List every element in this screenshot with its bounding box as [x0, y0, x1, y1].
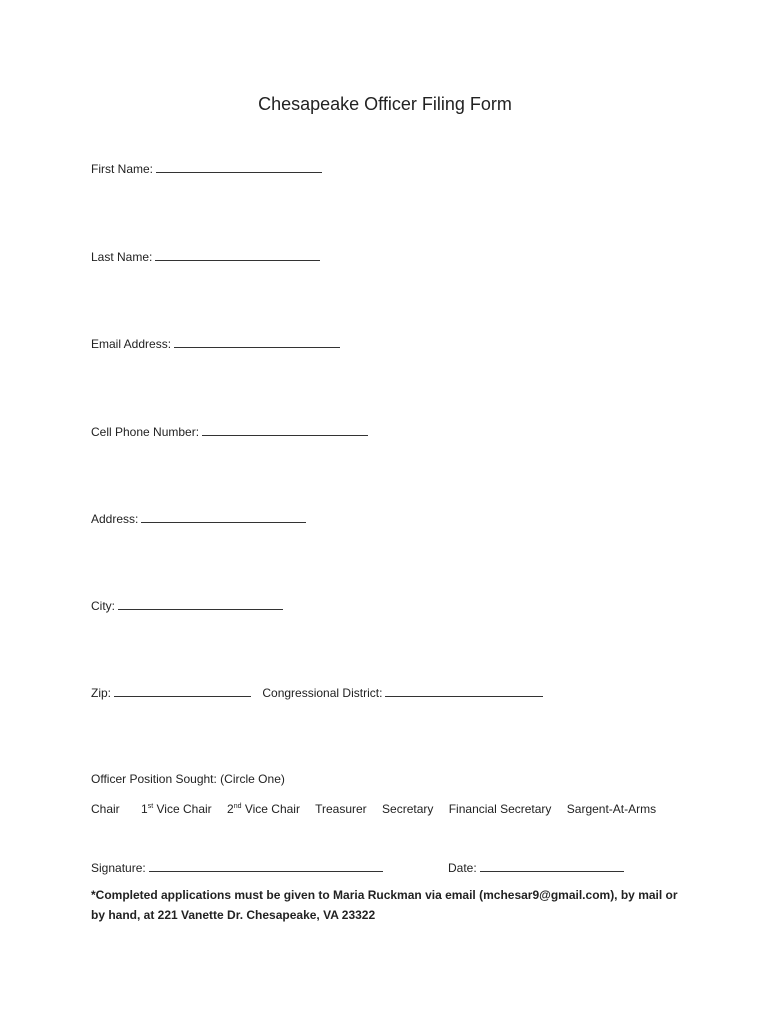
district-field[interactable] [385, 685, 543, 697]
city-label: City: [91, 599, 115, 613]
city-field[interactable] [118, 598, 283, 610]
vice1-text: Vice Chair [156, 802, 212, 816]
last-name-label: Last Name: [91, 250, 153, 264]
email-field[interactable] [174, 336, 340, 348]
position-2nd-vice-chair[interactable] [227, 802, 300, 816]
zip-district-row [91, 685, 543, 700]
zip-field[interactable] [114, 685, 251, 697]
submission-note: *Completed applications must be given to Maria Ruckman via email (mchesar9@gmail.com), by mail or by hand, at 221 Vanette Dr. Chesapeake, VA 23322 [91, 888, 678, 922]
date-label: Date: [448, 861, 477, 875]
form-title: Chesapeake Officer Filing Form [258, 94, 512, 114]
position-chair[interactable]: Chair [91, 802, 120, 816]
first-name-label: First Name: [91, 162, 154, 176]
signature-field[interactable] [149, 860, 383, 872]
vice1-number: 1 [141, 802, 148, 816]
signature-row [91, 860, 383, 875]
first-name-field[interactable] [156, 161, 322, 173]
position-financial-secretary[interactable]: Financial Secretary [448, 802, 552, 816]
position-options [91, 802, 656, 816]
vice2-number: 2 [227, 802, 234, 816]
first-name-row [91, 161, 322, 176]
vice2-suffix: nd [233, 803, 242, 810]
city-row [91, 598, 283, 613]
last-name-field[interactable] [155, 249, 320, 261]
cell-phone-label: Cell Phone Number: [91, 425, 200, 439]
position-secretary[interactable]: Secretary [382, 802, 434, 816]
position-treasurer[interactable]: Treasurer [315, 802, 367, 816]
email-row [91, 336, 340, 351]
position-1st-vice-chair[interactable] [141, 802, 212, 816]
vice1-suffix: st [147, 803, 154, 810]
zip-label: Zip: [91, 686, 112, 700]
date-field[interactable] [480, 860, 624, 872]
district-label: Congressional District: [262, 686, 383, 700]
vice2-text: Vice Chair [244, 802, 300, 816]
signature-label: Signature: [91, 861, 146, 875]
address-field[interactable] [141, 511, 306, 523]
email-label: Email Address: [91, 337, 172, 351]
last-name-row [91, 249, 320, 264]
position-label: Officer Position Sought: (Circle One) [91, 772, 285, 786]
cell-phone-row [91, 424, 368, 439]
cell-phone-field[interactable] [202, 424, 368, 436]
position-sargent-at-arms[interactable]: Sargent-At-Arms [566, 802, 657, 816]
address-label: Address: [91, 512, 139, 526]
date-row [448, 860, 624, 875]
address-row [91, 511, 306, 526]
